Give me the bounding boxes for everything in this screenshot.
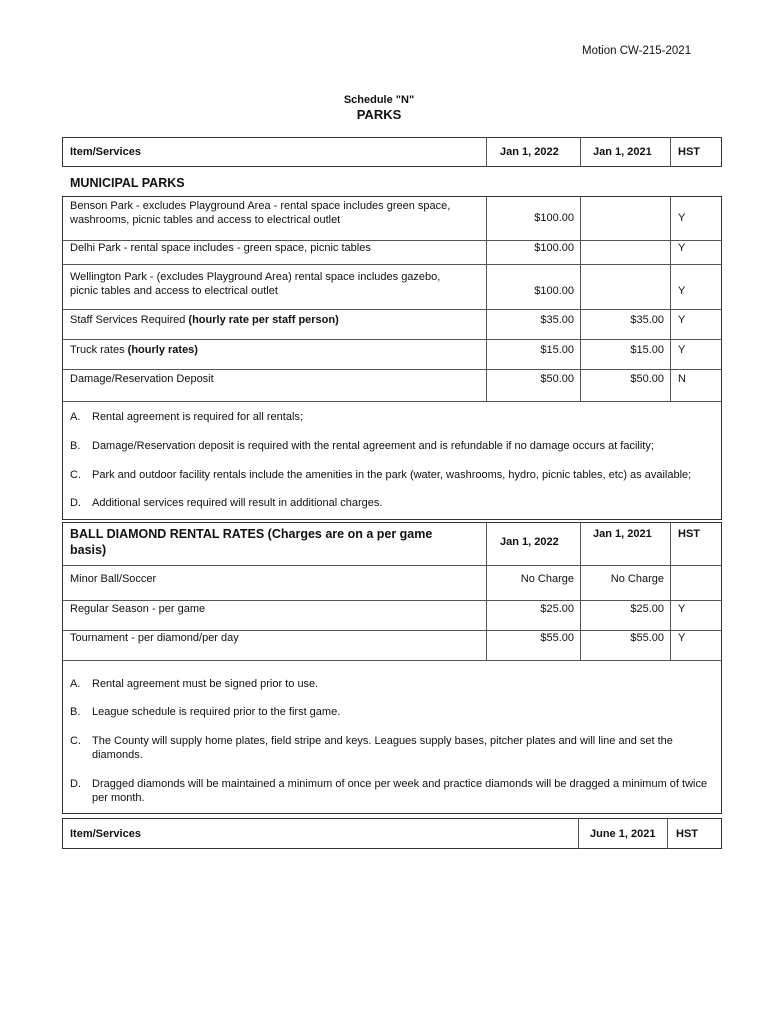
schedule-label: Schedule "N" (343, 94, 415, 106)
note-letter: C. (70, 469, 81, 481)
table-row-item (70, 343, 198, 357)
table-row-item: Minor Ball/Soccer (70, 573, 157, 585)
page-title: PARKS (356, 107, 402, 122)
table-row-price-2022: $25.00 (540, 603, 574, 615)
table-row-item: Delhi Park - rental space includes - green space, picnic tables (70, 242, 371, 254)
item-qualifier: (hourly rates) (127, 344, 198, 356)
table-row-price-2021: $55.00 (630, 632, 664, 644)
table-row-price-2022: No Charge (520, 573, 574, 585)
table-row-item: Damage/Reservation Deposit (70, 373, 214, 385)
motion-number: Motion CW-215-2021 (582, 45, 692, 57)
note-letter: C. (70, 735, 81, 747)
note-letter: D. (70, 778, 81, 790)
ball-diamond-heading: BALL DIAMOND RENTAL RATES (Charges are on a per game basis) (70, 527, 433, 557)
table-row-price-2021: No Charge (610, 573, 664, 585)
table-row-hst: Y (678, 212, 686, 224)
item-qualifier: (hourly rate per staff person) (188, 314, 339, 326)
note-letter: B. (70, 706, 81, 718)
table-row-hst: Y (678, 285, 686, 297)
note-text: Additional services required will result in additional charges. (92, 497, 383, 509)
table-row-price-2022: $35.00 (540, 314, 574, 326)
table-row-hst: N (678, 373, 686, 385)
table-row-price-2022: $15.00 (540, 344, 574, 356)
table-row-item: Tournament - per diamond/per day (70, 632, 239, 644)
note-text: Rental agreement must be signed prior to use. (92, 678, 319, 690)
table-row-price-2022: $100.00 (534, 242, 574, 254)
column-header-item: Item/Services (70, 146, 141, 158)
table-row-price-2022: $100.00 (534, 285, 574, 297)
table-row-price-2022: $55.00 (540, 632, 574, 644)
table-row-price-2021: $50.00 (630, 373, 664, 385)
table-row-item: Regular Season - per game (70, 603, 206, 615)
table-row-item: Benson Park - excludes Playground Area - rental space includes green space, washrooms, picnic tables and access to electrical outlet (70, 200, 451, 226)
table-row-price-2022: $100.00 (534, 212, 574, 224)
table-row-price-2021: $35.00 (630, 314, 664, 326)
column-header-hst: HST (676, 828, 698, 840)
note-text: Rental agreement is required for all rentals; (92, 411, 303, 423)
item-text: Staff Services Required (70, 314, 189, 326)
column-header-2021: Jan 1, 2021 (593, 146, 652, 158)
column-header-item: Item/Services (70, 828, 141, 840)
table-row-price-2022: $50.00 (540, 373, 574, 385)
column-header-2022: Jan 1, 2022 (500, 536, 559, 548)
table-row-item (70, 313, 339, 327)
table-row-hst: Y (678, 344, 686, 356)
table-row-hst: Y (678, 603, 686, 615)
note-letter: B. (70, 440, 81, 452)
note-letter: A. (70, 678, 81, 690)
note-letter: A. (70, 411, 81, 423)
table-row-item: Wellington Park - (excludes Playground Area) rental space includes gazebo, picnic tables and access to electrical outlet (70, 271, 441, 297)
note-text: Park and outdoor facility rentals include the amenities in the park (water, washrooms, hydro, picnic tables, etc) as available; (92, 469, 692, 481)
item-text: Truck rates (70, 344, 128, 356)
table-row-hst: Y (678, 242, 686, 254)
column-header-hst: HST (678, 146, 700, 158)
column-header-2022: Jan 1, 2022 (500, 146, 559, 158)
column-header-2021: Jan 1, 2021 (593, 528, 652, 540)
note-text: Dragged diamonds will be maintained a minimum of once per week and practice diamonds will be dragged a minimum of twice per month. (92, 778, 708, 804)
note-text: League schedule is required prior to the first game. (92, 706, 341, 718)
note-letter: D. (70, 497, 81, 509)
section-heading-municipal-parks: MUNICIPAL PARKS (70, 176, 185, 190)
column-header-hst: HST (678, 528, 700, 540)
table-row-hst: Y (678, 314, 686, 326)
table-row-price-2021: $15.00 (630, 344, 664, 356)
column-header-june-2021: June 1, 2021 (590, 828, 656, 840)
table-row-hst: Y (678, 632, 686, 644)
note-text: Damage/Reservation deposit is required with the rental agreement and is refundable if no damage occurs at facility; (92, 440, 654, 452)
note-text: The County will supply home plates, field stripe and keys. Leagues supply bases, pitcher plates and will line and set the diamonds. (92, 735, 673, 761)
table-row-price-2021: $25.00 (630, 603, 664, 615)
